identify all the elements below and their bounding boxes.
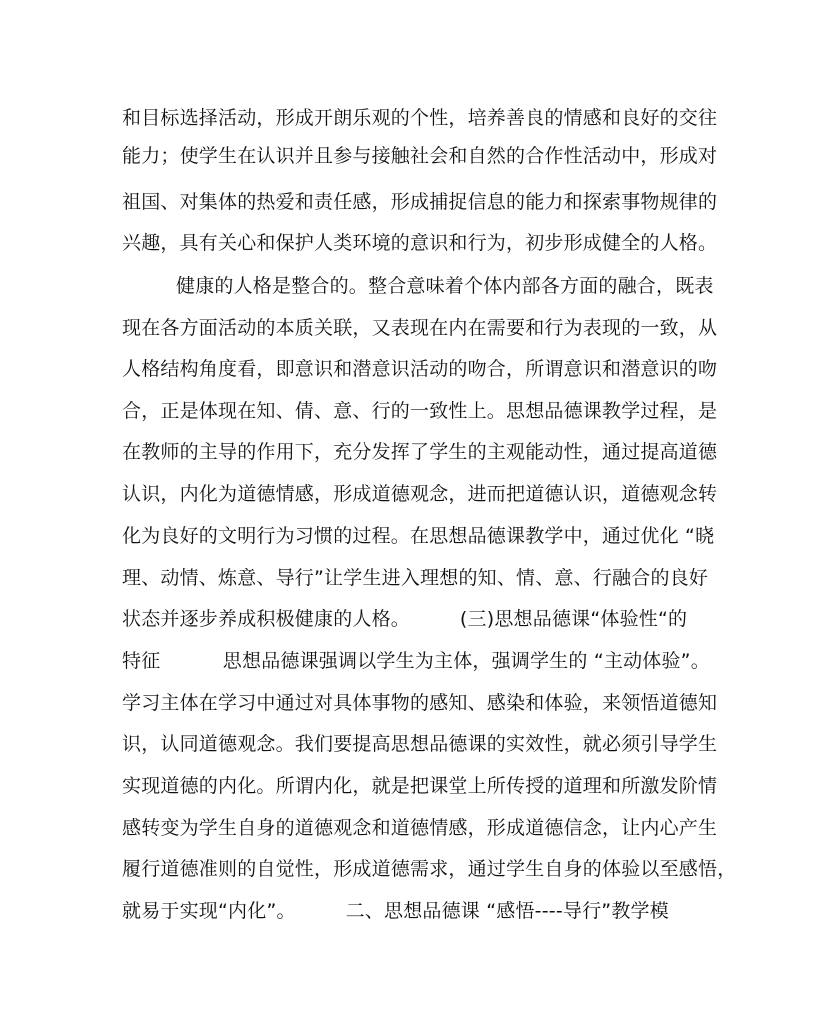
text-line-9: 在教师的主导的作用下，充分发挥了学生的主观能动性，通过提高道德 [122,441,718,463]
text-line-12: 理、动情、炼意、导行”让学生进入理想的知、情、意、行融合的良好 [122,567,709,589]
text-line-4: 兴趣，具有关心和保护人类环境的意识和行为，初步形成健全的人格。 [122,232,718,254]
text-line-7: 人格结构角度看，即意识和潜意识活动的吻合，所谓意识和潜意识的吻 [122,358,718,380]
text-line-3: 祖国、对集体的热爱和责任感，形成捕捉信息的能力和探索事物规律的 [122,191,718,213]
text-line-13: 状态并逐步养成积极健康的人格。 (三)思想品德课“体验性“的 [122,608,688,630]
text-line-15: 学习主体在学习中通过对具体事物的感知、感染和体验，来领悟道德知 [122,692,718,714]
text-line-11: 化为良好的文明行为习惯的过程。在思想品德课教学中，通过优化 “晓 [122,525,715,547]
text-line-14: 特征 思想品德课强调以学生为主体，强调学生的 “主动体验”。 [122,650,710,672]
text-line-10: 认识，内化为道德情感，形成道德观念，进而把道德认识，道德观念转 [122,483,718,505]
text-line-2: 能力；使学生在认识并且参与接触社会和自然的合作性活动中，形成对 [122,145,718,167]
text-line-18: 感转变为学生自身的道德观念和道德情感，形成道德信念，让内心产生 [122,817,718,839]
text-line-17: 实现道德的内化。所谓内化，就是把课堂上所传授的道理和所激发阶情 [122,775,718,797]
text-line-16: 识，认同道德观念。我们要提高思想品德课的实效性，就必须引导学生 [122,733,718,755]
text-line-6: 现在各方面活动的本质关联，又表现在内在需要和行为表现的一致，从 [122,317,718,339]
text-line-19: 履行道德准则的自觉性，形成道德需求，通过学生自身的体验以至感悟， [122,858,737,880]
text-line-1: 和目标选择活动，形成开朗乐观的个性，培养善良的情感和良好的交往 [122,107,718,129]
paragraph-first-line: 健康的人格是整合的。整合意味着个体内部各方面的融合，既表 [176,275,714,297]
text-line-20: 就易于实现“内化”。 二、思想品德课 “感悟----导行”教学模 [122,900,669,922]
text-line-8: 合，正是体现在知、倩、意、行的一致性上。思想品德课教学过程，是 [122,400,718,422]
